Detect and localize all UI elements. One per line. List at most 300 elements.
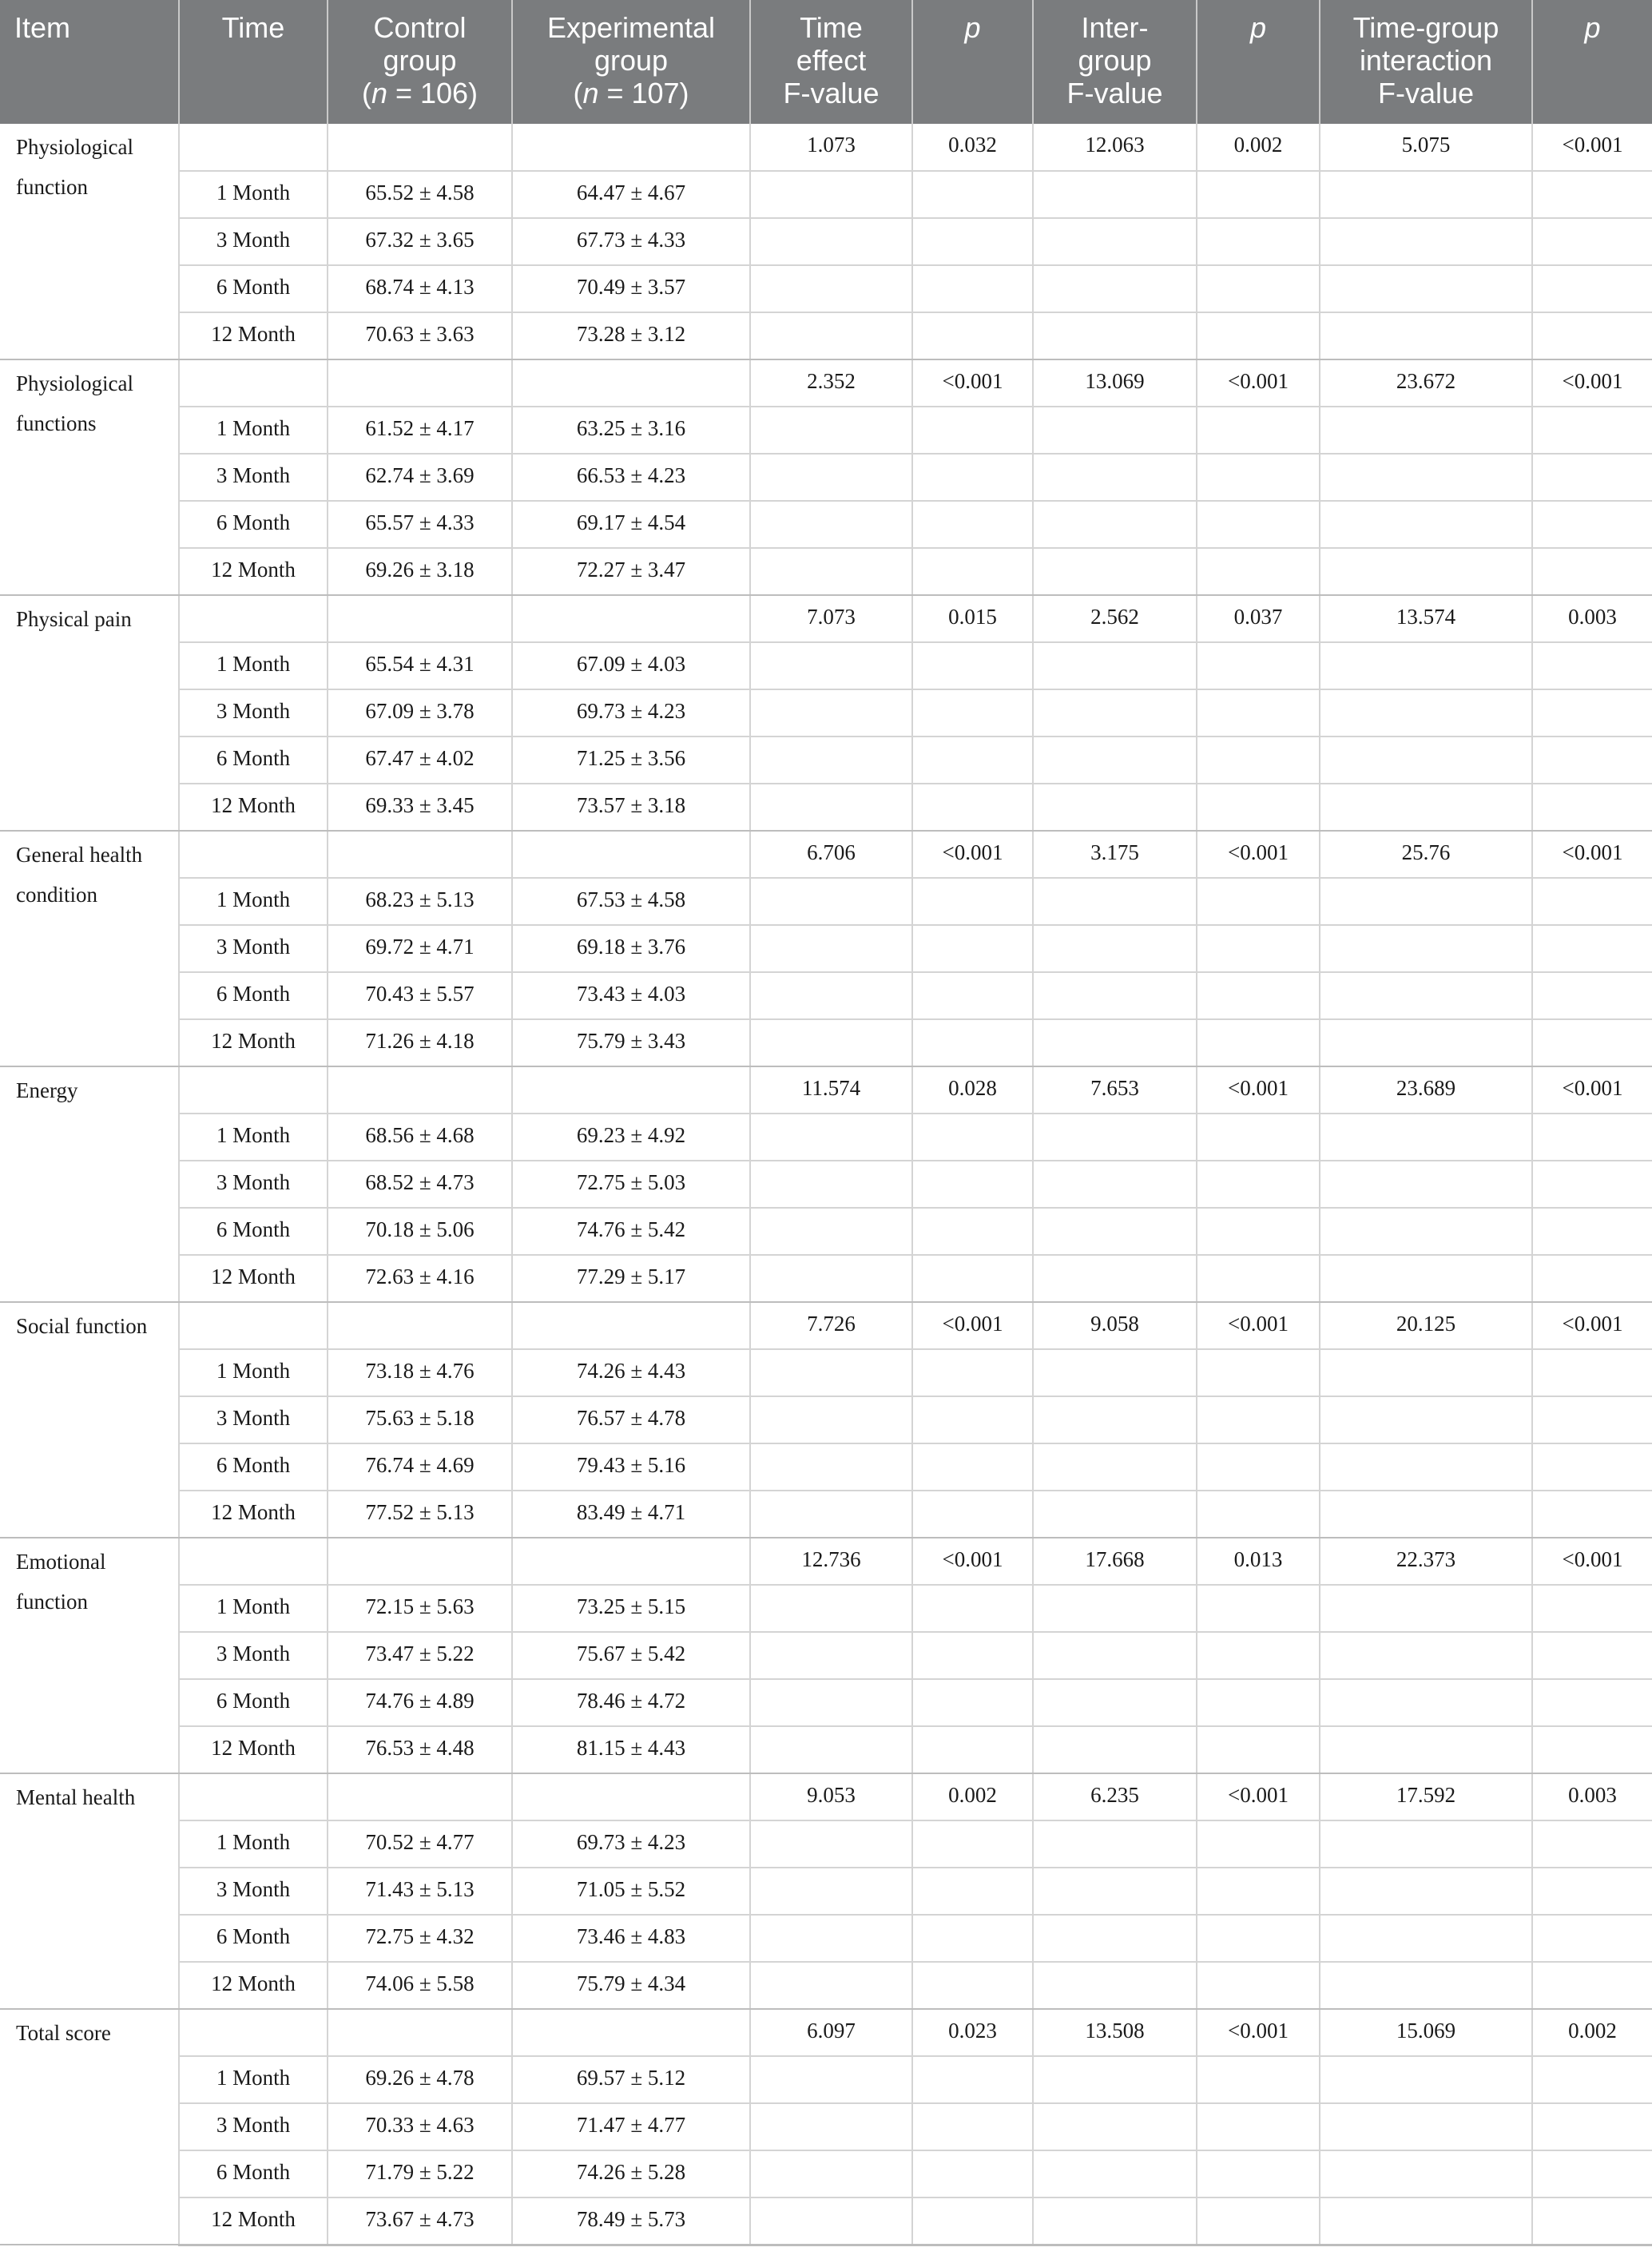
empty-cell bbox=[1033, 1868, 1197, 1915]
experimental-value: 66.53 ± 4.23 bbox=[512, 454, 750, 501]
intergroup-f-value: 3.175 bbox=[1033, 831, 1197, 878]
control-value: 69.33 ± 3.45 bbox=[328, 784, 512, 831]
header-experimental-n-var: n bbox=[582, 77, 599, 109]
empty-cell bbox=[1320, 548, 1532, 595]
table-row bbox=[0, 171, 1652, 218]
empty-cell bbox=[750, 1868, 912, 1915]
table-row bbox=[0, 1019, 1652, 1066]
empty-cell bbox=[1532, 1161, 1652, 1208]
empty-cell bbox=[912, 1726, 1033, 1773]
empty-cell bbox=[1320, 1679, 1532, 1726]
time-effect-f-value: 2.352 bbox=[750, 359, 912, 407]
header-control-group bbox=[328, 0, 512, 124]
empty-cell bbox=[1532, 1962, 1652, 2009]
empty-cell bbox=[1320, 2103, 1532, 2150]
empty-cell bbox=[1320, 736, 1532, 784]
empty-cell bbox=[1532, 642, 1652, 689]
empty-cell bbox=[1197, 171, 1320, 218]
empty-cell bbox=[1320, 1114, 1532, 1161]
empty-cell bbox=[1033, 1820, 1197, 1868]
table-row bbox=[0, 407, 1652, 454]
experimental-value: 77.29 ± 5.17 bbox=[512, 1255, 750, 1302]
table-row bbox=[0, 925, 1652, 972]
table-row bbox=[0, 1161, 1652, 1208]
empty-cell bbox=[1320, 972, 1532, 1019]
empty-cell bbox=[1197, 1161, 1320, 1208]
empty-cell bbox=[912, 736, 1033, 784]
header-intergroup-line2: group bbox=[1078, 44, 1152, 77]
empty-cell bbox=[912, 1679, 1033, 1726]
empty-cell bbox=[750, 2150, 912, 2197]
empty-cell bbox=[750, 312, 912, 359]
empty-cell bbox=[1197, 2103, 1320, 2150]
time-effect-f-value: 12.736 bbox=[750, 1538, 912, 1585]
time-point: 3 Month bbox=[179, 1868, 328, 1915]
empty-cell bbox=[1197, 312, 1320, 359]
intergroup-p-value: 0.002 bbox=[1197, 124, 1320, 171]
time-point: 1 Month bbox=[179, 1585, 328, 1632]
table-row bbox=[0, 1396, 1652, 1443]
empty-cell bbox=[1197, 1114, 1320, 1161]
empty-cell bbox=[1320, 1962, 1532, 2009]
time-cell-empty bbox=[179, 595, 328, 642]
empty-cell bbox=[912, 218, 1033, 265]
empty-cell bbox=[1320, 454, 1532, 501]
table-row bbox=[0, 1820, 1652, 1868]
empty-cell bbox=[1320, 2197, 1532, 2245]
control-value: 72.63 ± 4.16 bbox=[328, 1255, 512, 1302]
control-value: 65.52 ± 4.58 bbox=[328, 171, 512, 218]
header-experimental-n-suffix: = 107) bbox=[598, 77, 689, 109]
empty-cell bbox=[750, 1019, 912, 1066]
empty-cell bbox=[912, 1868, 1033, 1915]
empty-cell bbox=[1532, 1443, 1652, 1491]
table-row bbox=[0, 878, 1652, 925]
table-row bbox=[0, 784, 1652, 831]
empty-cell bbox=[750, 1962, 912, 2009]
header-p-intergroup-label: p bbox=[1249, 11, 1267, 44]
header-control-line2: group bbox=[383, 44, 457, 77]
empty-cell bbox=[1320, 1349, 1532, 1396]
time-point: 1 Month bbox=[179, 878, 328, 925]
header-time-effect-line2: effect bbox=[796, 44, 867, 77]
group-summary-row bbox=[0, 359, 1652, 407]
control-cell-empty bbox=[328, 2009, 512, 2056]
experimental-cell-empty bbox=[512, 359, 750, 407]
empty-cell bbox=[912, 1915, 1033, 1962]
empty-cell bbox=[1033, 1019, 1197, 1066]
empty-cell bbox=[1320, 1820, 1532, 1868]
time-point: 6 Month bbox=[179, 1915, 328, 1962]
empty-cell bbox=[1532, 454, 1652, 501]
empty-cell bbox=[1033, 1585, 1197, 1632]
intergroup-p-value: 0.013 bbox=[1197, 1538, 1320, 1585]
time-point: 3 Month bbox=[179, 1161, 328, 1208]
header-p-time-label: p bbox=[964, 11, 981, 44]
empty-cell bbox=[1033, 407, 1197, 454]
header-item bbox=[0, 0, 179, 124]
control-value: 77.52 ± 5.13 bbox=[328, 1491, 512, 1538]
time-effect-p-value: 0.032 bbox=[912, 124, 1033, 171]
empty-cell bbox=[1320, 171, 1532, 218]
empty-cell bbox=[912, 1019, 1033, 1066]
empty-cell bbox=[1320, 1396, 1532, 1443]
empty-cell bbox=[1197, 2056, 1320, 2103]
experimental-value: 75.67 ± 5.42 bbox=[512, 1632, 750, 1679]
time-point: 3 Month bbox=[179, 454, 328, 501]
experimental-value: 78.49 ± 5.73 bbox=[512, 2197, 750, 2245]
header-time-effect-line3: F-value bbox=[783, 77, 880, 109]
group-summary-row bbox=[0, 1302, 1652, 1349]
empty-cell bbox=[1197, 736, 1320, 784]
header-time-effect-line1: Time bbox=[800, 11, 863, 44]
time-point: 12 Month bbox=[179, 2197, 328, 2245]
control-value: 72.15 ± 5.63 bbox=[328, 1585, 512, 1632]
empty-cell bbox=[1320, 878, 1532, 925]
empty-cell bbox=[1532, 2150, 1652, 2197]
empty-cell bbox=[750, 1726, 912, 1773]
empty-cell bbox=[1320, 1915, 1532, 1962]
experimental-value: 81.15 ± 4.43 bbox=[512, 1726, 750, 1773]
table-row bbox=[0, 1868, 1652, 1915]
empty-cell bbox=[1197, 878, 1320, 925]
table-row bbox=[0, 736, 1652, 784]
empty-cell bbox=[750, 548, 912, 595]
empty-cell bbox=[1320, 2150, 1532, 2197]
empty-cell bbox=[1033, 2150, 1197, 2197]
empty-cell bbox=[912, 501, 1033, 548]
empty-cell bbox=[912, 1632, 1033, 1679]
header-control-line1: Control bbox=[373, 11, 467, 44]
empty-cell bbox=[750, 2103, 912, 2150]
table-row bbox=[0, 689, 1652, 736]
header-time bbox=[179, 0, 328, 124]
empty-cell bbox=[1197, 1443, 1320, 1491]
interaction-p-value: 0.003 bbox=[1532, 1773, 1652, 1820]
header-intergroup-line3: F-value bbox=[1066, 77, 1163, 109]
control-cell-empty bbox=[328, 1538, 512, 1585]
time-point: 12 Month bbox=[179, 1019, 328, 1066]
empty-cell bbox=[912, 1208, 1033, 1255]
experimental-value: 73.46 ± 4.83 bbox=[512, 1915, 750, 1962]
group-summary-row bbox=[0, 1538, 1652, 1585]
empty-cell bbox=[1197, 2150, 1320, 2197]
experimental-cell-empty bbox=[512, 1773, 750, 1820]
experimental-value: 69.57 ± 5.12 bbox=[512, 2056, 750, 2103]
table-row bbox=[0, 1632, 1652, 1679]
time-effect-f-value: 7.073 bbox=[750, 595, 912, 642]
control-value: 71.43 ± 5.13 bbox=[328, 1868, 512, 1915]
empty-cell bbox=[1197, 1962, 1320, 2009]
intergroup-p-value: <0.001 bbox=[1197, 2009, 1320, 2056]
experimental-value: 73.43 ± 4.03 bbox=[512, 972, 750, 1019]
control-value: 61.52 ± 4.17 bbox=[328, 407, 512, 454]
interaction-p-value: <0.001 bbox=[1532, 1066, 1652, 1114]
empty-cell bbox=[912, 925, 1033, 972]
empty-cell bbox=[1532, 171, 1652, 218]
time-point: 12 Month bbox=[179, 1255, 328, 1302]
empty-cell bbox=[1320, 1255, 1532, 1302]
time-effect-p-value: <0.001 bbox=[912, 831, 1033, 878]
empty-cell bbox=[750, 1443, 912, 1491]
item-label: Physiological function bbox=[0, 124, 179, 359]
empty-cell bbox=[912, 642, 1033, 689]
empty-cell bbox=[1532, 548, 1652, 595]
empty-cell bbox=[750, 218, 912, 265]
time-effect-f-value: 6.097 bbox=[750, 2009, 912, 2056]
empty-cell bbox=[912, 878, 1033, 925]
empty-cell bbox=[750, 1820, 912, 1868]
control-cell-empty bbox=[328, 1773, 512, 1820]
empty-cell bbox=[912, 1161, 1033, 1208]
empty-cell bbox=[1532, 1726, 1652, 1773]
empty-cell bbox=[1532, 218, 1652, 265]
empty-cell bbox=[1320, 218, 1532, 265]
time-effect-f-value: 7.726 bbox=[750, 1302, 912, 1349]
table-row bbox=[0, 1962, 1652, 2009]
experimental-value: 73.25 ± 5.15 bbox=[512, 1585, 750, 1632]
experimental-cell-empty bbox=[512, 1302, 750, 1349]
interaction-f-value: 5.075 bbox=[1320, 124, 1532, 171]
experimental-value: 72.75 ± 5.03 bbox=[512, 1161, 750, 1208]
empty-cell bbox=[912, 2197, 1033, 2245]
experimental-value: 73.28 ± 3.12 bbox=[512, 312, 750, 359]
empty-cell bbox=[912, 2103, 1033, 2150]
empty-cell bbox=[750, 784, 912, 831]
experimental-value: 78.46 ± 4.72 bbox=[512, 1679, 750, 1726]
experimental-value: 69.17 ± 4.54 bbox=[512, 501, 750, 548]
empty-cell bbox=[1197, 407, 1320, 454]
intergroup-p-value: <0.001 bbox=[1197, 831, 1320, 878]
empty-cell bbox=[1033, 1208, 1197, 1255]
interaction-p-value: <0.001 bbox=[1532, 124, 1652, 171]
control-value: 67.47 ± 4.02 bbox=[328, 736, 512, 784]
intergroup-f-value: 2.562 bbox=[1033, 595, 1197, 642]
empty-cell bbox=[912, 972, 1033, 1019]
time-point: 1 Month bbox=[179, 2056, 328, 2103]
empty-cell bbox=[750, 2197, 912, 2245]
empty-cell bbox=[1532, 1679, 1652, 1726]
empty-cell bbox=[750, 171, 912, 218]
time-point: 1 Month bbox=[179, 1114, 328, 1161]
empty-cell bbox=[1033, 1962, 1197, 2009]
time-point: 1 Month bbox=[179, 1820, 328, 1868]
empty-cell bbox=[750, 1114, 912, 1161]
experimental-value: 69.73 ± 4.23 bbox=[512, 689, 750, 736]
header-experimental-group bbox=[512, 0, 750, 124]
time-point: 12 Month bbox=[179, 1726, 328, 1773]
control-value: 68.56 ± 4.68 bbox=[328, 1114, 512, 1161]
empty-cell bbox=[1033, 1255, 1197, 1302]
time-effect-p-value: <0.001 bbox=[912, 1538, 1033, 1585]
empty-cell bbox=[1033, 171, 1197, 218]
control-cell-empty bbox=[328, 1302, 512, 1349]
empty-cell bbox=[1532, 1255, 1652, 1302]
interaction-p-value: <0.001 bbox=[1532, 1538, 1652, 1585]
time-point: 3 Month bbox=[179, 2103, 328, 2150]
control-value: 68.52 ± 4.73 bbox=[328, 1161, 512, 1208]
interaction-p-value: 0.002 bbox=[1532, 2009, 1652, 2056]
header-p-time bbox=[912, 0, 1033, 124]
item-label: Physical pain bbox=[0, 595, 179, 831]
control-value: 67.32 ± 3.65 bbox=[328, 218, 512, 265]
control-value: 68.23 ± 5.13 bbox=[328, 878, 512, 925]
time-point: 6 Month bbox=[179, 1208, 328, 1255]
item-label: Mental health bbox=[0, 1773, 179, 2009]
group-summary-row bbox=[0, 595, 1652, 642]
empty-cell bbox=[1197, 218, 1320, 265]
empty-cell bbox=[1320, 501, 1532, 548]
time-effect-f-value: 11.574 bbox=[750, 1066, 912, 1114]
table-row bbox=[0, 1208, 1652, 1255]
intergroup-f-value: 12.063 bbox=[1033, 124, 1197, 171]
empty-cell bbox=[1033, 2197, 1197, 2245]
control-value: 69.26 ± 4.78 bbox=[328, 2056, 512, 2103]
empty-cell bbox=[1033, 548, 1197, 595]
intergroup-p-value: 0.037 bbox=[1197, 595, 1320, 642]
empty-cell bbox=[1197, 1255, 1320, 1302]
interaction-f-value: 17.592 bbox=[1320, 1773, 1532, 1820]
experimental-cell-empty bbox=[512, 595, 750, 642]
empty-cell bbox=[1320, 1161, 1532, 1208]
header-interaction-line1: Time-group bbox=[1352, 11, 1499, 44]
empty-cell bbox=[1033, 784, 1197, 831]
control-value: 65.57 ± 4.33 bbox=[328, 501, 512, 548]
group-summary-row bbox=[0, 124, 1652, 171]
empty-cell bbox=[1532, 1208, 1652, 1255]
empty-cell bbox=[1197, 2197, 1320, 2245]
control-value: 74.76 ± 4.89 bbox=[328, 1679, 512, 1726]
experimental-value: 75.79 ± 3.43 bbox=[512, 1019, 750, 1066]
empty-cell bbox=[912, 265, 1033, 312]
empty-cell bbox=[1320, 1208, 1532, 1255]
empty-cell bbox=[1197, 784, 1320, 831]
time-cell-empty bbox=[179, 1302, 328, 1349]
table-row bbox=[0, 2197, 1652, 2245]
interaction-f-value: 15.069 bbox=[1320, 2009, 1532, 2056]
experimental-value: 71.05 ± 5.52 bbox=[512, 1868, 750, 1915]
empty-cell bbox=[1532, 2056, 1652, 2103]
empty-cell bbox=[750, 1585, 912, 1632]
table-row bbox=[0, 548, 1652, 595]
empty-cell bbox=[1033, 1915, 1197, 1962]
empty-cell bbox=[750, 1679, 912, 1726]
empty-cell bbox=[912, 1114, 1033, 1161]
empty-cell bbox=[1033, 1443, 1197, 1491]
control-value: 72.75 ± 4.32 bbox=[328, 1915, 512, 1962]
empty-cell bbox=[1033, 1396, 1197, 1443]
control-cell-empty bbox=[328, 359, 512, 407]
empty-cell bbox=[1532, 2197, 1652, 2245]
interaction-p-value: 0.003 bbox=[1532, 595, 1652, 642]
control-value: 67.09 ± 3.78 bbox=[328, 689, 512, 736]
control-value: 62.74 ± 3.69 bbox=[328, 454, 512, 501]
empty-cell bbox=[1320, 784, 1532, 831]
time-point: 3 Month bbox=[179, 1396, 328, 1443]
empty-cell bbox=[1532, 1820, 1652, 1868]
intergroup-p-value: <0.001 bbox=[1197, 1066, 1320, 1114]
empty-cell bbox=[750, 736, 912, 784]
empty-cell bbox=[912, 2150, 1033, 2197]
interaction-f-value: 25.76 bbox=[1320, 831, 1532, 878]
time-point: 6 Month bbox=[179, 1443, 328, 1491]
time-point: 6 Month bbox=[179, 501, 328, 548]
header-p-interaction-label: p bbox=[1584, 11, 1601, 44]
empty-cell bbox=[1197, 1491, 1320, 1538]
time-point: 12 Month bbox=[179, 784, 328, 831]
empty-cell bbox=[1320, 1868, 1532, 1915]
empty-cell bbox=[750, 972, 912, 1019]
empty-cell bbox=[912, 784, 1033, 831]
experimental-value: 67.09 ± 4.03 bbox=[512, 642, 750, 689]
empty-cell bbox=[750, 642, 912, 689]
empty-cell bbox=[1532, 689, 1652, 736]
control-value: 73.67 ± 4.73 bbox=[328, 2197, 512, 2245]
empty-cell bbox=[1320, 1443, 1532, 1491]
interaction-f-value: 22.373 bbox=[1320, 1538, 1532, 1585]
empty-cell bbox=[1532, 1491, 1652, 1538]
empty-cell bbox=[1197, 454, 1320, 501]
empty-cell bbox=[750, 1208, 912, 1255]
intergroup-f-value: 17.668 bbox=[1033, 1538, 1197, 1585]
empty-cell bbox=[1532, 2103, 1652, 2150]
empty-cell bbox=[912, 1443, 1033, 1491]
empty-cell bbox=[1197, 1208, 1320, 1255]
empty-cell bbox=[750, 2056, 912, 2103]
control-value: 69.72 ± 4.71 bbox=[328, 925, 512, 972]
empty-cell bbox=[750, 1915, 912, 1962]
group-summary-row bbox=[0, 2009, 1652, 2056]
empty-cell bbox=[1033, 878, 1197, 925]
empty-cell bbox=[750, 454, 912, 501]
empty-cell bbox=[1320, 2056, 1532, 2103]
control-value: 70.63 ± 3.63 bbox=[328, 312, 512, 359]
empty-cell bbox=[1532, 925, 1652, 972]
empty-cell bbox=[1532, 312, 1652, 359]
empty-cell bbox=[1532, 1585, 1652, 1632]
experimental-value: 67.73 ± 4.33 bbox=[512, 218, 750, 265]
control-value: 71.79 ± 5.22 bbox=[328, 2150, 512, 2197]
header-control-n-suffix: = 106) bbox=[387, 77, 479, 109]
table-row bbox=[0, 454, 1652, 501]
experimental-value: 67.53 ± 4.58 bbox=[512, 878, 750, 925]
empty-cell bbox=[750, 1255, 912, 1302]
empty-cell bbox=[912, 1255, 1033, 1302]
experimental-value: 76.57 ± 4.78 bbox=[512, 1396, 750, 1443]
experimental-cell-empty bbox=[512, 124, 750, 171]
empty-cell bbox=[1197, 1349, 1320, 1396]
header-p-interaction bbox=[1532, 0, 1652, 124]
time-point: 6 Month bbox=[179, 972, 328, 1019]
interaction-f-value: 23.689 bbox=[1320, 1066, 1532, 1114]
table-row bbox=[0, 1349, 1652, 1396]
time-cell-empty bbox=[179, 831, 328, 878]
experimental-value: 69.73 ± 4.23 bbox=[512, 1820, 750, 1868]
empty-cell bbox=[1033, 2056, 1197, 2103]
control-cell-empty bbox=[328, 1066, 512, 1114]
header-interaction bbox=[1320, 0, 1532, 124]
header-p-intergroup bbox=[1197, 0, 1320, 124]
empty-cell bbox=[912, 1585, 1033, 1632]
time-point: 1 Month bbox=[179, 1349, 328, 1396]
header-control-n-prefix: ( bbox=[361, 77, 371, 109]
time-point: 12 Month bbox=[179, 548, 328, 595]
time-point: 6 Month bbox=[179, 1679, 328, 1726]
time-effect-f-value: 9.053 bbox=[750, 1773, 912, 1820]
control-value: 70.52 ± 4.77 bbox=[328, 1820, 512, 1868]
interaction-f-value: 13.574 bbox=[1320, 595, 1532, 642]
empty-cell bbox=[750, 501, 912, 548]
